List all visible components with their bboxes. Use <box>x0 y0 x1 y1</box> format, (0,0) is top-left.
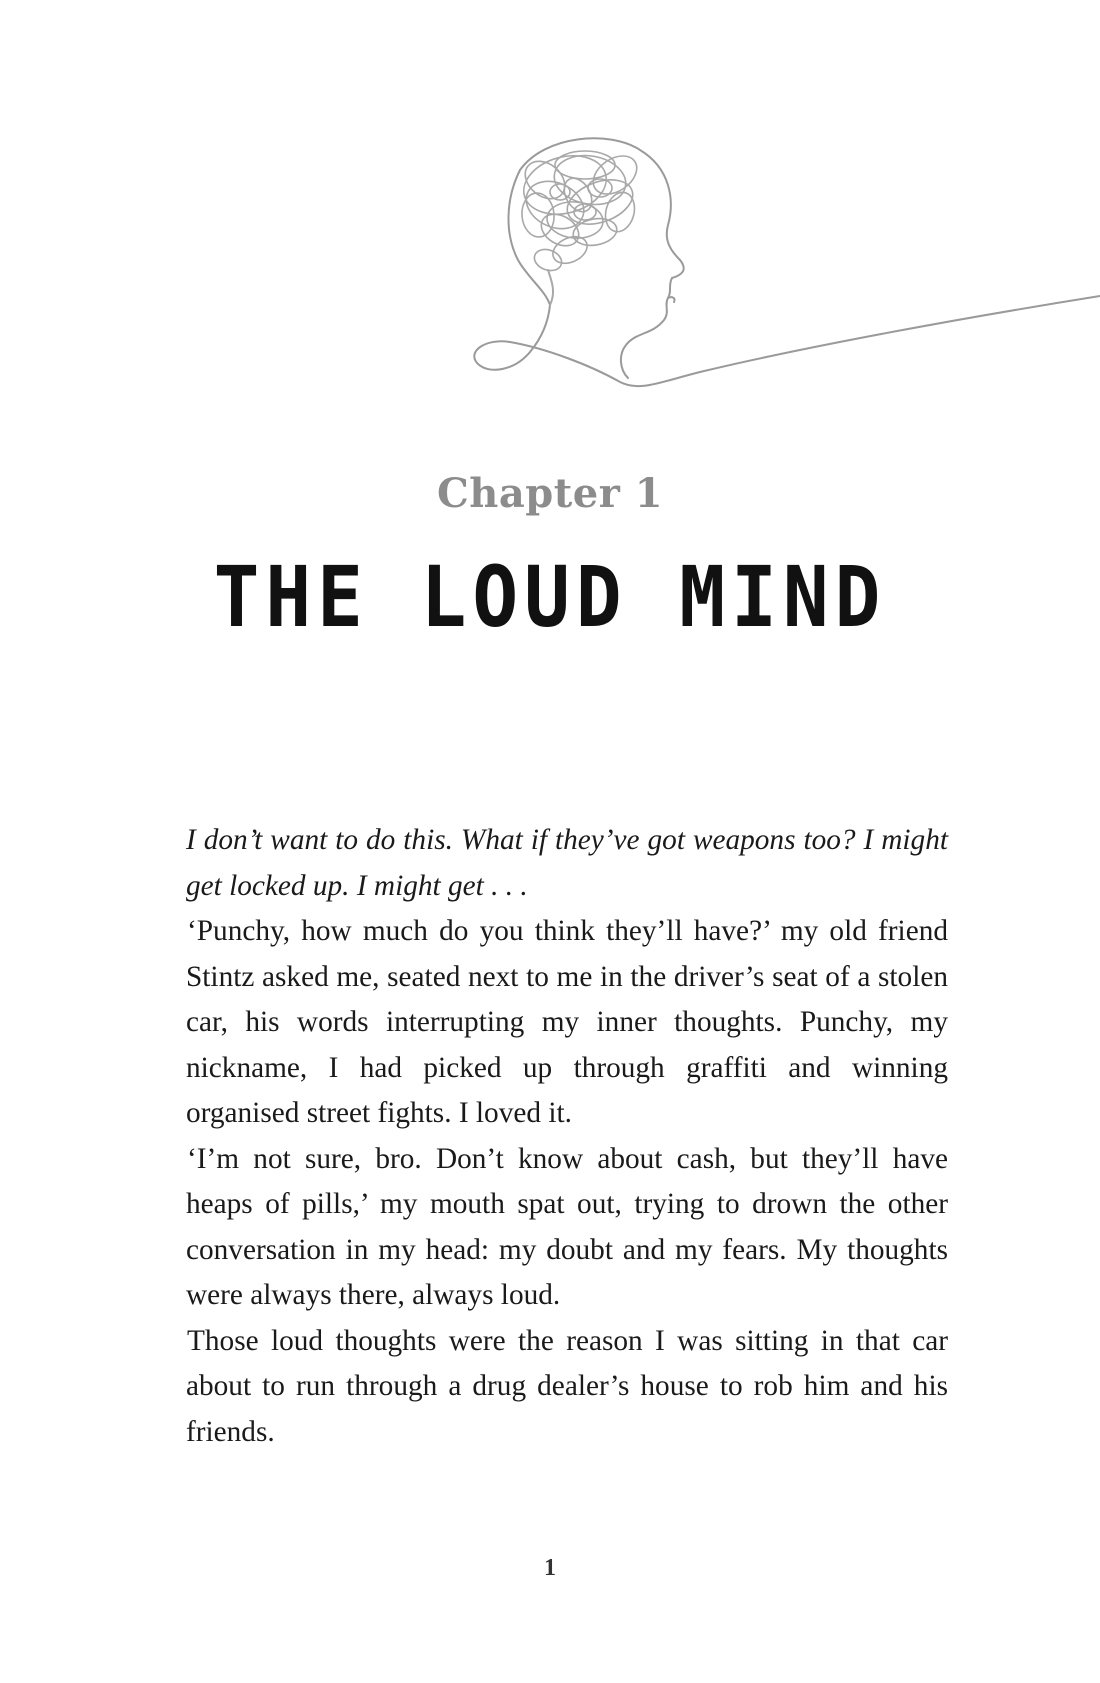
tangled-thoughts-head-icon <box>0 120 1100 400</box>
paragraph-inner-thought: I don’t want to do this. What if they’ve got weapons too? I might get locked up. I might get . . . <box>186 824 948 902</box>
paragraph: ‘Punchy, how much do you think they’ll have?’ my old friend Stintz asked me, seated next to me in the driver’s seat of a stolen car, his words interrupting my inner thoughts. Punchy, my nickname, I had picked up through graffiti and winning organised street fights. I loved it. <box>186 915 948 1129</box>
chapter-body <box>186 818 948 1455</box>
page-number: 1 <box>544 1555 556 1581</box>
paragraph: Those loud thoughts were the reason I was sitting in that car about to run through a drug dealer’s house to rob him and his friends. <box>186 1324 948 1448</box>
paragraph: ‘I’m not sure, bro. Don’t know about cash, but they’ll have heaps of pills,’ my mouth spat out, trying to drown the other conversation in my head: my doubt and my fears. My thoughts were always there, always loud. <box>186 1142 948 1311</box>
chapter-number: Chapter 1 <box>436 470 664 517</box>
chapter-title: THE LOUD MIND <box>213 548 887 646</box>
